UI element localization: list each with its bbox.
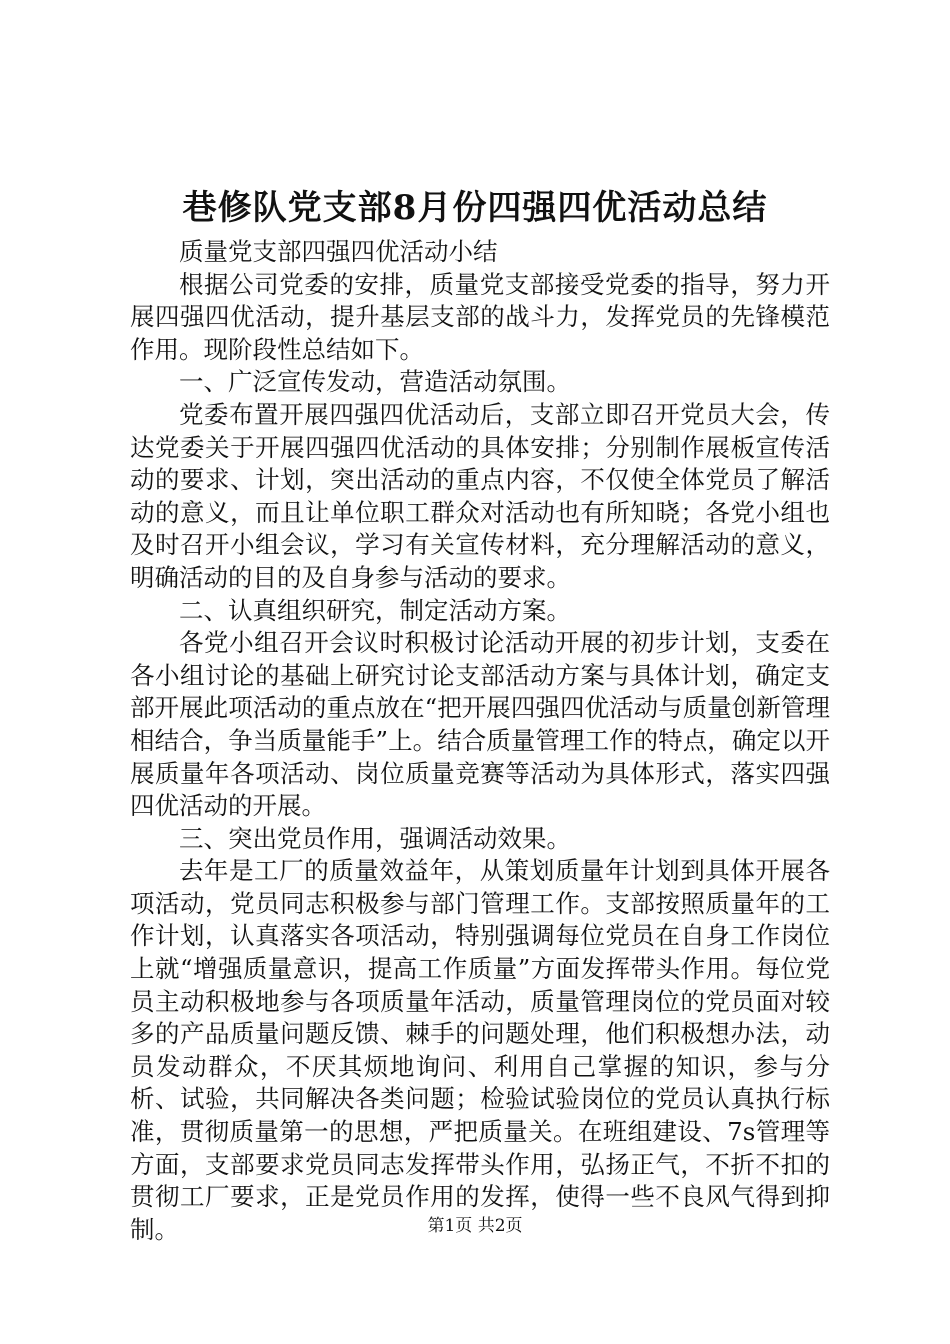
page-footer: 第1页 共2页 [427, 1216, 523, 1236]
paragraph-subtitle: 质量党支部四强四优活动小结 [179, 237, 498, 266]
section-heading-2: 二、认真组织研究，制定活动方案。 [179, 595, 571, 625]
paragraph-section-1: 党委布置开展四强四优活动后，支部立即召开党员大会，传达党委关于开展四强四优活动的具体安排；分别制作展板宣传活动的要求、计划，突出活动的重点内容，不仅使全体党员了解活动的意义，而且让单位职工群众对活动也有所知晓；各党小组也及时召开小组会议，学习有关宣传材料，充分理解活动的意义，明确活动的目的及自身参与活动的要求。 [130, 399, 830, 592]
section-heading-1: 一、广泛宣传发动，营造活动氛围。 [179, 367, 571, 397]
document-body [130, 236, 830, 1246]
paragraph-section-2: 各党小组召开会议时积极讨论活动开展的初步计划，支委在各小组讨论的基础上研究讨论支部活动方案与具体计划，确定支部开展此项活动的重点放在“把开展四强四优活动与质量创新管理相结合，争当质量能手”上。结合质量管理工作的特点，确定以开展质量年各项活动、岗位质量竞赛等活动为具体形式，落实四强四优活动的开展。 [130, 628, 830, 821]
section-heading-3: 三、突出党员作用，强调活动效果。 [179, 823, 571, 853]
document-title: 巷修队党支部8月份四强四优活动总结 [182, 188, 768, 228]
paragraph-section-3: 去年是工厂的质量效益年，从策划质量年计划到具体开展各项活动，党员同志积极参与部门管理工作。支部按照质量年的工作计划，认真落实各项活动，特别强调每位党员在自身工作岗位上就“增强质量意识，提高工作质量”方面发挥带头作用。每位党员主动积极地参与各项质量年活动，质量管理岗位的党员面对较多的产品质量问题反馈、棘手的问题处理，他们积极想办法，动员发动群众，不厌其烦地询问、利用自己掌握的知识，参与分析、试验，共同解决各类问题；检验试验岗位的党员认真执行标准，贯彻质量第一的思想，严把质量关。在班组建设、7s管理等方面，支部要求党员同志发挥带头作用，弘扬正气，不折不扣的贯彻工厂要求，正是党员作用的发挥，使得一些不良风气得到抑制。 [130, 856, 830, 1244]
paragraph-intro: 根据公司党委的安排，质量党支部接受党委的指导，努力开展四强四优活动，提升基层支部的战斗力，发挥党员的先锋模范作用。现阶段性总结如下。 [130, 269, 830, 364]
